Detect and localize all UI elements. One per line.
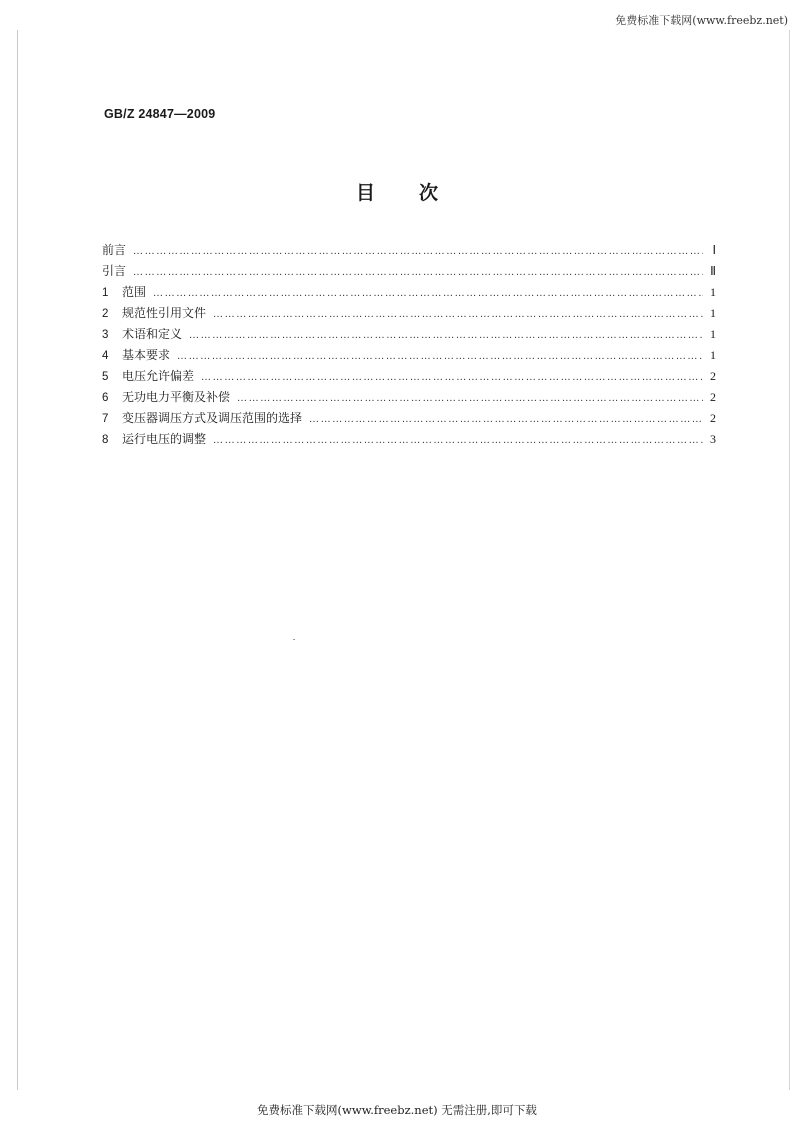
toc-entry-5[interactable] xyxy=(102,366,716,387)
toc-entry-introduction[interactable] xyxy=(102,261,716,282)
scan-speck xyxy=(293,639,295,640)
watermark-top: 免费标准下载网(www.freebz.net) xyxy=(615,14,788,27)
table-of-contents xyxy=(102,240,716,450)
toc-leader-dots xyxy=(309,409,703,430)
toc-entry-page: Ⅱ xyxy=(710,264,716,278)
toc-entry-1[interactable] xyxy=(102,282,716,303)
toc-entry-number: 6 xyxy=(102,392,109,404)
toc-entry-label: 基本要求 xyxy=(122,348,171,362)
toc-entry-label: 电压允许偏差 xyxy=(122,369,195,383)
toc-entry-label: 规范性引用文件 xyxy=(122,306,207,320)
toc-entry-label: 运行电压的调整 xyxy=(122,432,207,446)
toc-entry-number: 5 xyxy=(102,371,109,383)
toc-entry-6[interactable] xyxy=(102,387,716,408)
toc-entry-3[interactable] xyxy=(102,324,716,345)
standard-code: GB/Z 24847—2009 xyxy=(104,107,216,121)
toc-entry-page: 1 xyxy=(710,306,716,320)
toc-title-char-2: 次 xyxy=(419,182,439,204)
toc-entry-foreword[interactable] xyxy=(102,240,716,261)
toc-entry-number: 8 xyxy=(102,434,109,446)
toc-entry-number: 1 xyxy=(102,287,109,299)
toc-entry-page: 2 xyxy=(710,411,716,425)
toc-leader-dots xyxy=(177,346,703,367)
toc-entry-label: 变压器调压方式及调压范围的选择 xyxy=(122,411,303,425)
toc-entry-number: 7 xyxy=(102,413,109,425)
toc-entry-label: 前言 xyxy=(102,243,127,257)
toc-entry-page: 1 xyxy=(710,327,716,341)
toc-entry-page: Ⅰ xyxy=(712,243,716,257)
toc-leader-dots xyxy=(133,241,703,262)
toc-entry-label: 范围 xyxy=(122,285,147,299)
toc-entry-4[interactable] xyxy=(102,345,716,366)
toc-entry-label: 引言 xyxy=(102,264,127,278)
toc-leader-dots xyxy=(213,304,703,325)
toc-entry-2[interactable] xyxy=(102,303,716,324)
toc-entry-page: 2 xyxy=(710,369,716,383)
toc-title-char-1: 目 xyxy=(355,182,375,204)
toc-entry-number: 3 xyxy=(102,329,109,341)
toc-leader-dots xyxy=(201,367,703,388)
toc-entry-number: 4 xyxy=(102,350,109,362)
toc-leader-dots xyxy=(189,325,703,346)
toc-leader-dots xyxy=(153,283,703,304)
toc-leader-dots xyxy=(213,430,703,451)
toc-entry-label: 术语和定义 xyxy=(122,327,183,341)
toc-entry-number: 2 xyxy=(102,308,109,320)
toc-entry-label: 无功电力平衡及补偿 xyxy=(122,390,231,404)
toc-leader-dots xyxy=(133,262,703,283)
toc-entry-8[interactable] xyxy=(102,429,716,450)
toc-entry-7[interactable] xyxy=(102,408,716,429)
toc-entry-page: 2 xyxy=(710,390,716,404)
toc-leader-dots xyxy=(237,388,703,409)
toc-entry-page: 1 xyxy=(710,285,716,299)
toc-title xyxy=(0,178,794,205)
toc-entry-page: 1 xyxy=(710,348,716,362)
toc-entry-page: 3 xyxy=(710,432,716,446)
watermark-bottom: 免费标准下载网(www.freebz.net) 无需注册,即可下载 xyxy=(257,1103,537,1117)
